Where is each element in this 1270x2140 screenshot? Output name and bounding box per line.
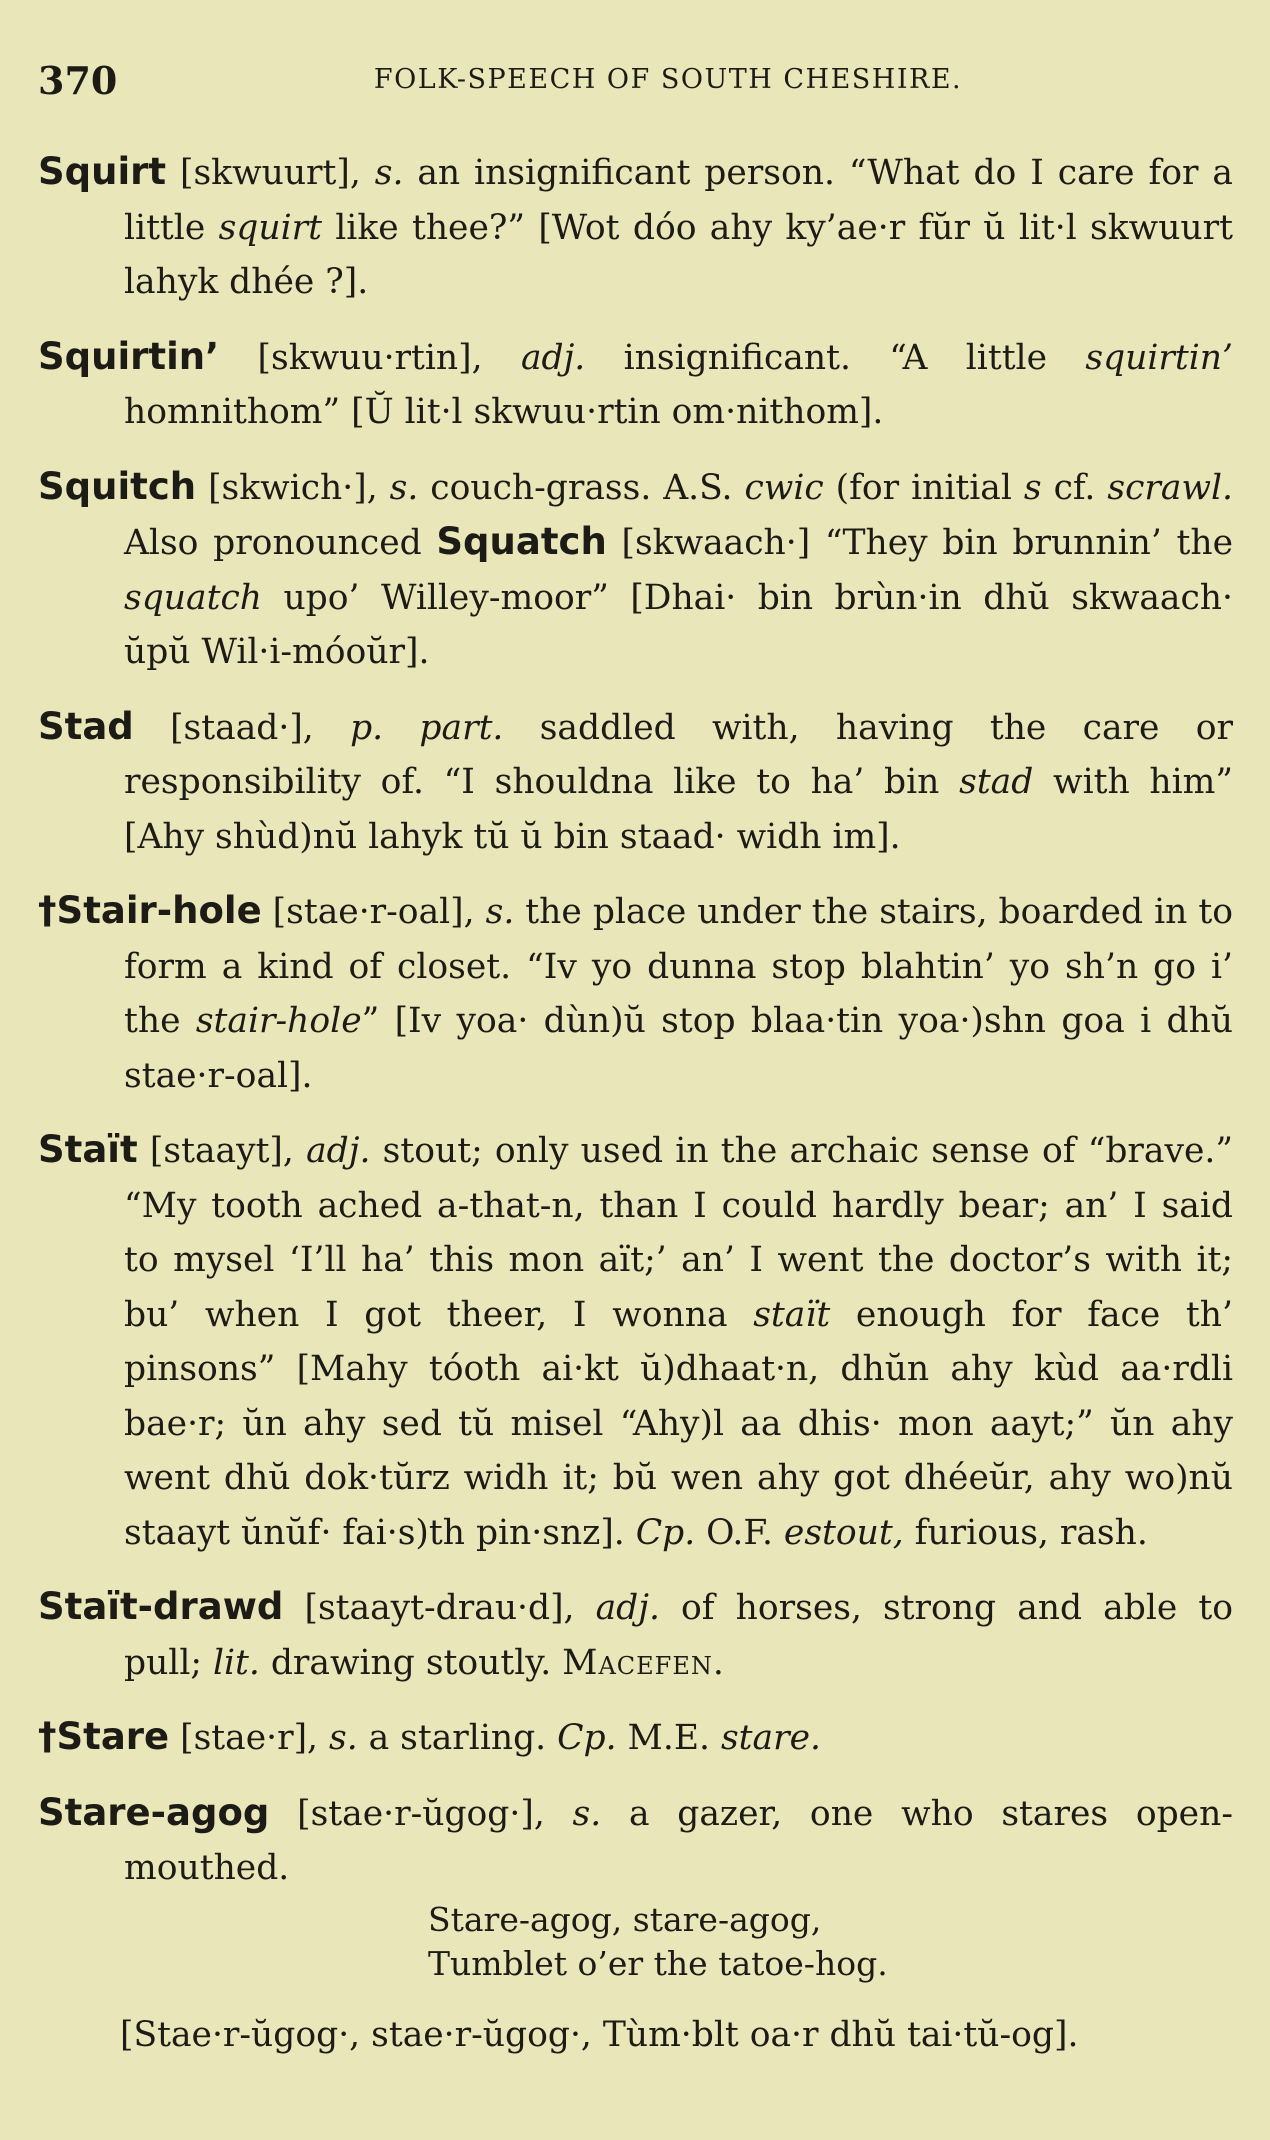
entry-stait-drawd: Staït-drawd [staayt-drau·d], adj. of horses, strong and able to pull; lit. drawing stoutly. Macefen. bbox=[38, 1585, 1233, 1683]
source-abbrev: Macefen. bbox=[562, 1642, 725, 1683]
headword: †Stair-hole bbox=[38, 889, 262, 932]
verse-pronunciation: [Stae·r-ŭgog·, stae·r-ŭgog·, Tùm·blt oa·r dhŭ tai·tŭ-og]. bbox=[120, 2014, 1079, 2055]
headword: Squirt bbox=[38, 150, 167, 193]
verse-line: Stare-agog, stare-agog, bbox=[428, 1899, 822, 1939]
headword: Squitch bbox=[38, 464, 197, 508]
headword: Stare-agog bbox=[38, 1790, 270, 1834]
verse-line: Tumblet o’er the tatoe-hog. bbox=[428, 1943, 888, 1983]
page-number: 370 bbox=[38, 58, 118, 103]
entry-squirtin: Squirtin’ [skwuu·rtin], adj. insignificant. “A little squirtin’ homnithom” [Ŭ lit·l skwuu·rtin om·nithom]. bbox=[38, 334, 1233, 432]
running-title: FOLK-SPEECH OF SOUTH CHESHIRE. bbox=[373, 64, 963, 95]
headword: Stad bbox=[38, 704, 134, 748]
entry-stair-hole: †Stair-hole [stae·r-oal], s. the place under the stairs, boarded in to form a kind of closet. “Iv yo dunna stop blahtin’ yo sh’n go i’ the stair-hole” [Iv yoa· dùn)ŭ stop blaa·tin yoa·)shn goa i dhŭ stae·r-oal]. bbox=[38, 889, 1234, 1096]
entry-stait: Staït [staayt], adj. stout; only used in the archaic sense of “brave.” “My tooth ached a-that-n, than I could hardly bear; an’ I said to mysel ‘I’ll ha’ this mon aït;’ an’ I went the doctor’s with it; bu’ when I got theer, I wonna staït enough for face th’ pinsons” [Mahy tóoth ai·kt ŭ)dhaat·n, dhŭn ahy kùd aa·rdli bae·r; ŭn ahy sed tŭ misel “Ahy)l aa dhis· mon aayt;” ŭn ahy went dhŭ dok·tŭrz widh it; bŭ wen ahy got dhéeŭr, ahy wo)nŭ staayt ŭnŭf· fai·s)th pin·snz]. Cp. O.F. estout, furious, rash. bbox=[38, 1128, 1233, 1553]
page-header bbox=[38, 58, 1238, 108]
entry-squitch: Squitch [skwich·], s. couch-grass. A.S. cwic (for initial s cf. scrawl. Also pronounced Squatch [skwaach·] “They bin brunnin’ the squatch upo’ Willey-moor” [Dhai· bin brùn·in dhŭ skwaach· ŭpŭ Wil·i-móoŭr]. bbox=[38, 464, 1234, 672]
headword: Staït bbox=[38, 1128, 138, 1171]
dictionary-body bbox=[38, 145, 1233, 2062]
headword: †Stare bbox=[38, 1715, 170, 1758]
headword-variant: Squatch bbox=[436, 520, 607, 563]
entry-stad: Stad [staad·], p. part. saddled with, having the care or responsibility of. “I shouldna like to ha’ bin stad with him” [Ahy shùd)nŭ lahyk tŭ ŭ bin staad· widh im]. bbox=[38, 704, 1234, 857]
entry-stare-agog: Stare-agog [stae·r-ŭgog·], s. a gazer, one who stares open-mouthed. bbox=[38, 1790, 1233, 1888]
entry-stare: †Stare [stae·r], s. a starling. Cp. M.E. stare. bbox=[38, 1715, 821, 1758]
headword: Staït-drawd bbox=[38, 1585, 284, 1628]
verse-quotation bbox=[428, 1898, 1233, 1986]
headword: Squirtin’ bbox=[38, 334, 220, 378]
entry-squirt: Squirt [skwuurt], s. an insignificant person. “What do I care for a little squirt like thee?” [Wot dóo ahy ky’ae·r fŭr ŭ lit·l skwuurt lahyk dhée ?]. bbox=[38, 150, 1233, 302]
